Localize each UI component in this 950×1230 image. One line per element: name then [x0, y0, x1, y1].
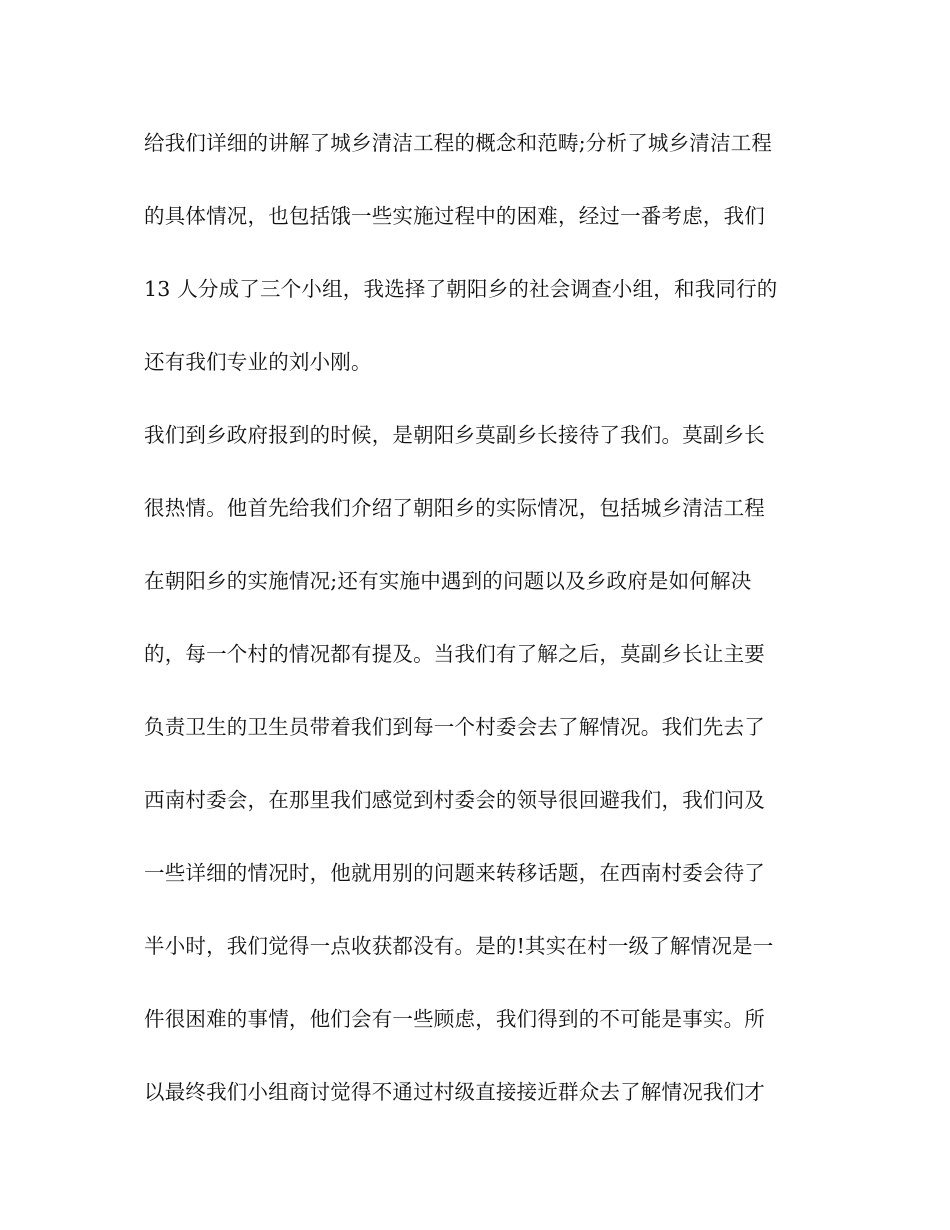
- text-line: 我们到乡政府报到的时候，是朝阳乡莫副乡长接待了我们。莫副乡长: [144, 423, 765, 447]
- text-line: 的，每一个村的情况都有提及。当我们有了解之后，莫副乡长让主要: [144, 642, 765, 666]
- text-line: 很热情。他首先给我们介绍了朝阳乡的实际情况，包括城乡清洁工程: [144, 496, 765, 520]
- text-line: 件很困难的事情，他们会有一些顾虑，我们得到的不可能是事实。所: [144, 1007, 765, 1031]
- text-line: 西南村委会，在那里我们感觉到村委会的领导很回避我们，我们问及: [144, 788, 765, 812]
- text-line: 以最终我们小组商讨觉得不通过村级直接接近群众去了解情况我们才: [144, 1080, 765, 1104]
- text-line: 半小时，我们觉得一点收获都没有。是的!其实在村一级了解情况是一: [144, 934, 774, 958]
- text-line: 在朝阳乡的实施情况;还有实施中遇到的问题以及乡政府是如何解决: [144, 569, 752, 593]
- text-line: 还有我们专业的刘小刚。: [144, 350, 372, 374]
- text-line: 的具体情况，也包括饿一些实施过程中的困难，经过一番考虑，我们: [144, 204, 765, 228]
- text-line: 负责卫生的卫生员带着我们到每一个村委会去了解情况。我们先去了: [144, 715, 765, 739]
- text-line: 13 人分成了三个小组，我选择了朝阳乡的社会调查小组，和我同行的: [144, 277, 778, 301]
- text-line: 给我们详细的讲解了城乡清洁工程的概念和范畴;分析了城乡清洁工程: [144, 131, 773, 155]
- text-line: 一些详细的情况时，他就用别的问题来转移话题，在西南村委会待了: [144, 861, 765, 885]
